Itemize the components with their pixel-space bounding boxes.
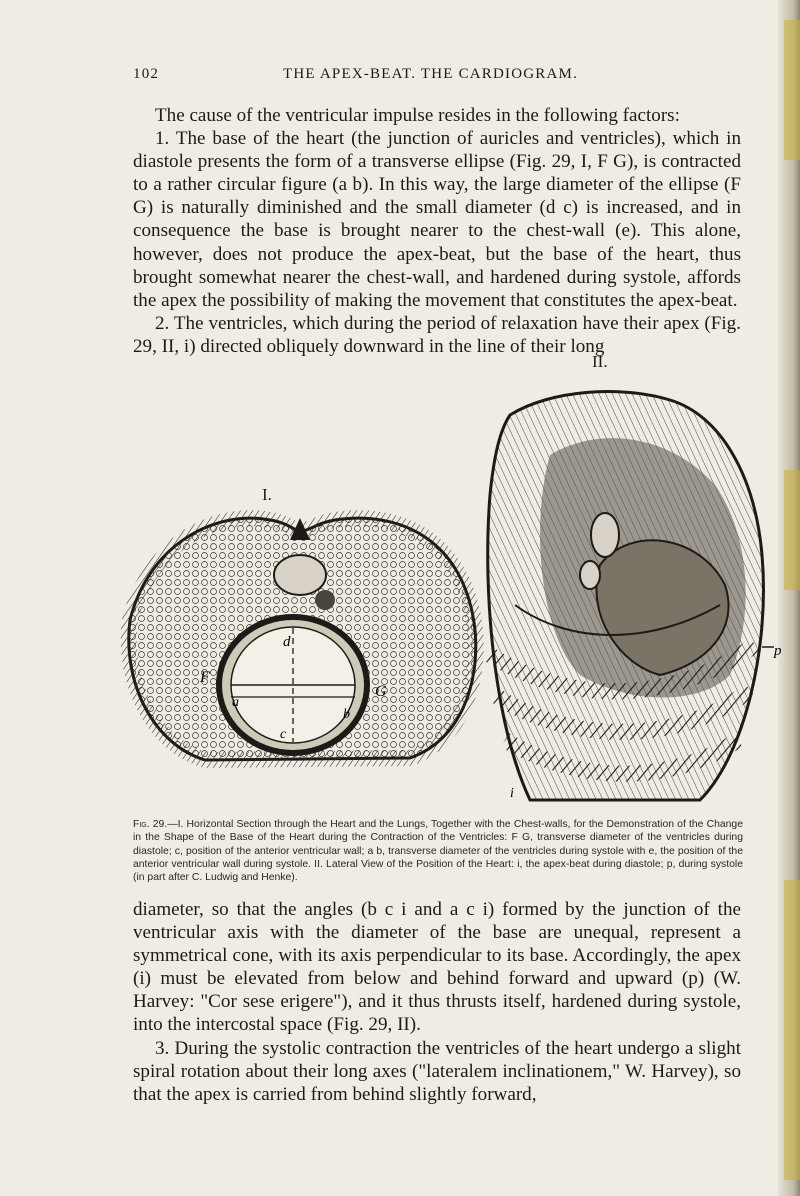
label-i: i [510,786,514,801]
label-p: p [774,643,782,659]
label-c: c [280,727,287,742]
paragraph-3: diameter, so that the angles (b c i and a c i) formed by the junction of the ventricular axis with the diameter of the base are unequal, represent a symmetrical cone, with its axis perpendicular to its base. Accordingly, the apex (i) must be elevated from below and behind forward and upward (p) (W. Harvey: "Cor sese erigere"), and it thus thrusts itself, hardened during systole, into the intercostal space (Fig. 29, II). [133,899,741,1036]
page-edge-tint [784,20,800,160]
label-b: b [343,707,350,722]
page-number: 102 [133,66,160,82]
running-title: THE APEX-BEAT. THE CARDIOGRAM. [283,66,579,82]
figure-caption [133,818,743,884]
paragraph-intro: The cause of the ventricular impulse resides in the following factors: [155,105,680,126]
page-edge-tint [784,880,800,1180]
figure-2-lateral-view [470,345,790,810]
paragraph-2: 2. The ventricles, which during the period of relaxation have their apex (Fig. 29, II, i) directed obliquely downward in the line of their long [133,312,741,357]
bottom-text [133,898,741,1106]
label-a: a [232,695,239,710]
running-header [133,66,753,88]
figure-caption-lead: Fig. 29. [133,819,168,830]
figure-1-section [110,470,490,780]
figure-2-label: II. [592,352,608,371]
figure-caption-body: —I. Horizontal Section through the Heart and the Lungs, Together with the Chest-walls, for the Demonstration of the Change in the Shape of the Base of the Heart during the Contraction of the Ventricles: F G, transverse diameter of the ventricles during diastole; c, position of the anterior ventricular wall; a b, transverse diameter of the ventricles during systole with e, the position of the anterior ventricular wall during systole. II. Lateral View of the Position of the Heart: i, the apex-beat during diastole; p, during systole (in part after C. Ludwig and Henke). [133,819,743,884]
label-F: F [200,669,210,686]
paragraph-4: 3. During the systolic contraction the ventricles of the heart undergo a slight spiral rotation about their long axes ("lateralem inclinationem," W. Harvey), so that the apex is carried from behind slightly forward, [133,1037,741,1105]
label-d: d [283,634,291,650]
label-G: G [375,683,387,700]
figure-1-label: I. [262,485,272,504]
top-text [133,104,741,358]
paragraph-1: 1. The base of the heart (the junction of auricles and ventricles), which in diastole presents the form of a transverse ellipse (Fig. 29, I, F G), is contracted to a rather circular figure (a b). In this way, the large diameter of the ellipse (F G) is naturally diminished and the small diameter (d c) is increased, and in consequence the base is brought nearer to the chest-wall (e). This alone, however, does not produce the apex-beat, but the base of the heart, thus brought somewhat nearer the chest-wall, and hardened during systole, affords the apex the possibility of making the movement that constitutes the apex-beat. [133,128,741,311]
